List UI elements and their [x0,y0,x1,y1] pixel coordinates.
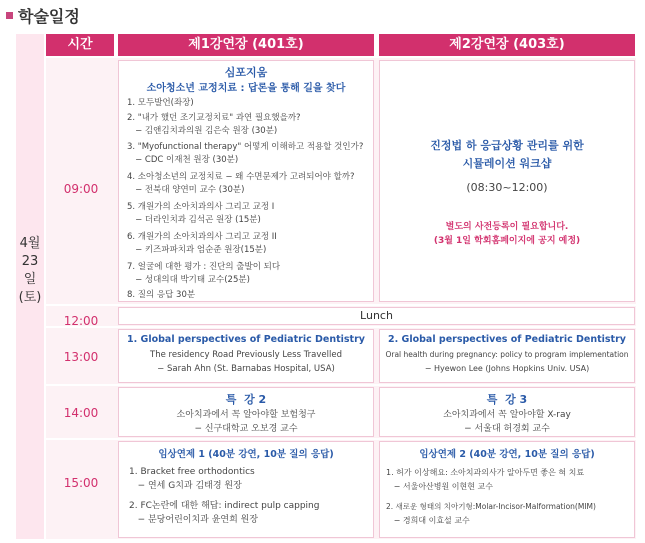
symposium-item: 4. 소아청소년의 교정치료 − 왜 수면문제가 고려되어야 할까? [127,172,355,182]
symposium-item: 2. "내가 했던 조기교정치료" 과연 필요했을까? [127,113,301,123]
special3-cell [379,387,635,437]
clinical1-cell [118,441,374,538]
symposium-cell [118,60,374,302]
symposium-item: − 키즈파파치과 엄순준 원장(15분) [127,245,267,255]
global1-title: 1. Global perspectives of Pediatric Dentistry [127,334,365,345]
header-time: 시간 [46,34,114,56]
symposium-item: 5. 개원가의 소아치과의사 그리고 교정 I [127,202,275,212]
header-room1: 제1강연장 (401호) [118,34,374,56]
page-title-text: 학술일정 [18,7,80,26]
date-day: 23일 [21,254,39,287]
time-0900: 09:00 [63,182,99,196]
clinical2-item: 2. 새로운 형태의 치아기형:Molar-Incisor-Malformation(MIM) [386,502,596,511]
global2-line1: Oral health during pregnancy: policy to program implementation [385,350,629,359]
clinical2-item: 1. 허가 이상해요: 소아치과의사가 알아두면 좋은 혀 치료 [386,468,585,477]
symposium-item: 6. 개원가의 소아치과의사 그리고 교정 II [127,232,277,242]
global2-line2: − Hyewon Lee (Johns Hopkins Univ. USA) [424,364,590,373]
symposium-item: − CDC 이재천 원장 (30분) [127,155,239,165]
time-1500: 15:00 [63,476,99,490]
special3-title: 특 강 3 [486,393,528,406]
special2-line1: 소아치과에서 꼭 알아야할 보험청구 [176,410,316,420]
clinical1-item: 2. FC논란에 대한 해답: indirect pulp capping [129,501,320,511]
clinical2-item: − 경희대 이효설 교수 [386,516,470,525]
title-bullet-icon [6,12,13,19]
global1-cell [118,329,374,383]
special2-title: 특 강 2 [225,393,267,406]
date-label [16,235,44,307]
clinical2-title: 임상연제 2 (40분 강연, 10분 질의 응답) [419,449,595,460]
symposium-heading: 심포지움 [224,66,268,79]
clinical2-item: − 서울아산병원 이현현 교수 [386,482,493,491]
global1-line2: − Sarah Ahn (St. Barnabas Hospital, USA) [157,364,335,374]
workshop-title-line2: 시뮬레이션 워크샵 [462,157,552,170]
global1-line1: The residency Road Previously Less Travelled [150,350,342,360]
date-month-day: 4월 [19,236,41,251]
symposium-item: − 김앤김치과의원 김은숙 원장 (30분) [127,126,278,136]
header-room2: 제2강연장 (403호) [379,34,635,56]
symposium-item: 1. 모두발언(좌장) [127,98,194,108]
symposium-item: 8. 질의 응답 30분 [127,290,196,300]
symposium-item: − 더라인치과 김석곤 원장 (15분) [127,215,261,225]
global2-title: 2. Global perspectives of Pediatric Dentistry [388,334,626,345]
special2-line2: − 신구대학교 오보경 교수 [194,424,298,434]
workshop-note-line2: (3월 1일 학회홈페이지에 공지 예정) [433,236,581,246]
special3-line2: − 서울대 허경회 교수 [464,424,550,434]
workshop-time-range: (08:30~12:00) [466,181,548,194]
clinical1-item: − 연세 G치과 김태경 원장 [129,481,242,491]
special2-cell [118,387,374,437]
clinical1-title: 임상연제 1 (40분 강연, 10분 질의 응답) [158,449,334,460]
symposium-item: − 전북대 양연미 교수 (30분) [127,185,245,195]
symposium-subtitle: 소아청소년 교정치료 : 답론을 통해 길을 찾다 [146,83,346,94]
clinical1-item: − 분당어린이치과 윤연희 원장 [129,515,259,525]
global2-cell [379,329,635,383]
special3-line1: 소아치과에서 꼭 알아야할 X-ray [443,410,571,420]
time-1200: 12:00 [63,314,99,328]
lunch-cell: Lunch [118,307,635,325]
time-1400: 14:00 [63,406,99,420]
clinical2-cell [379,441,635,538]
workshop-note-line1: 별도의 사전등록이 필요합니다. [445,222,569,232]
time-1300: 13:00 [63,350,99,364]
symposium-item: 3. "Myofunctional therapy" 어떻게 이해하고 적용할 것인가? [127,142,364,152]
workshop-cell [379,60,635,302]
symposium-item: − 성대의대 박기태 교수(25분) [127,275,250,285]
workshop-title-line1: 진정법 하 응급상황 관리를 위한 [430,139,584,152]
symposium-item: 7. 얼굴에 대한 평가 : 진단의 출발이 되다 [127,262,281,272]
clinical1-item: 1. Bracket free orthodontics [129,467,255,477]
date-weekday: (토) [18,290,42,305]
